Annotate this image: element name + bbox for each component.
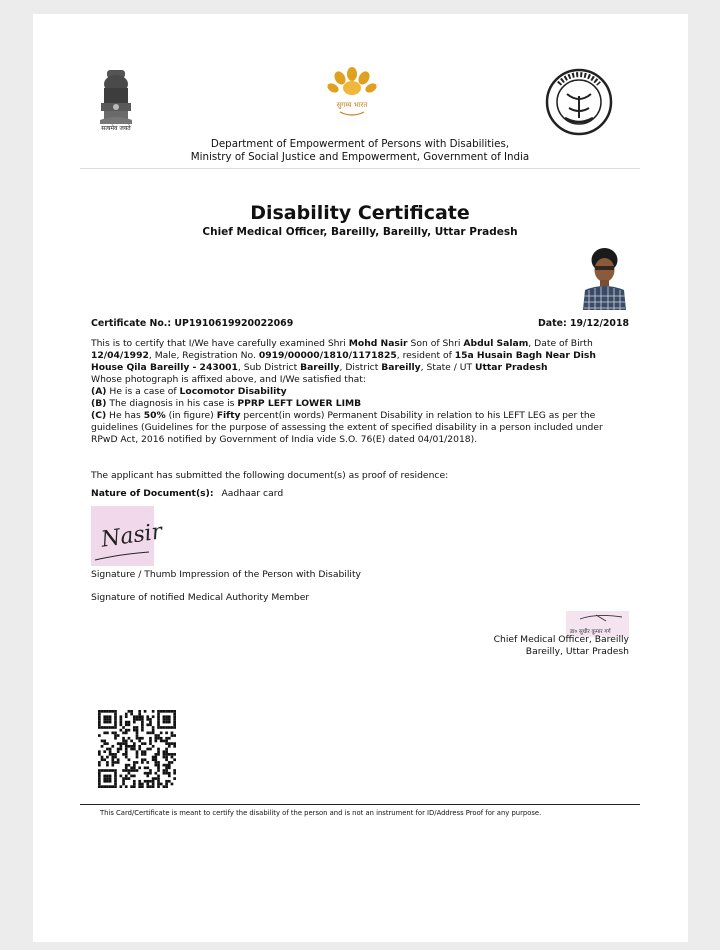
department-heading xyxy=(80,138,640,164)
certificate-number: Certificate No.: UP1910619920022069 xyxy=(91,318,294,329)
header-divider xyxy=(80,168,640,169)
proof-intro: The applicant has submitted the following document(s) as proof of residence: xyxy=(91,470,449,481)
diagnosis: PPRP LEFT LOWER LIMB xyxy=(237,398,362,409)
cmo-line-2: Bareilly, Uttar Pradesh xyxy=(525,646,629,657)
father-name: Abdul Salam xyxy=(463,338,529,349)
svg-text:Nasir: Nasir xyxy=(99,519,164,553)
address: 15a Husain Bagh Near Dish House Qila Bareilly - 243001 xyxy=(91,350,596,373)
svg-text:सुगम्य भारत: सुगम्य भारत xyxy=(336,101,368,109)
clause-b: (B) The diagnosis in his case is PPRP LEFT LOWER LIMB xyxy=(91,398,362,409)
certificate-date: Date: 19/12/2018 xyxy=(538,318,630,329)
registration-number: 0919/00000/1810/1171825 xyxy=(258,350,397,361)
proof-document xyxy=(91,488,283,499)
applicant-photo xyxy=(581,246,628,310)
accessible-india-logo xyxy=(326,66,378,122)
certificate-body xyxy=(91,338,629,446)
emblem-caption: सत्यमेव जयते xyxy=(101,125,131,132)
qr-code xyxy=(98,710,176,788)
nature-label: Nature of Document(s): xyxy=(91,488,214,499)
sub-district: Bareilly xyxy=(300,362,340,373)
clause-c: (C) He has 50% (in figure) Fifty percent(in words) Permanent Disability in relation to his LEFT LEG as per the guidelines (Guidelines for the purpose of assessing the extent of specified disability in a person included under RPwD Act, 2016 notified by Government of India vide S.O. 76(E) dated 04/01/2018). xyxy=(91,410,603,445)
cmo-line-1: Chief Medical Officer, Bareilly xyxy=(493,634,629,645)
document-type: Aadhaar card xyxy=(221,488,284,499)
clause-a: (A) He is a case of Locomotor Disability xyxy=(91,386,287,397)
cmo-designation xyxy=(420,634,629,658)
medical-member-caption: Signature of notified Medical Authority Member xyxy=(91,592,310,603)
person-signature-image xyxy=(91,506,164,566)
person-name: Mohd Nasir xyxy=(348,338,408,349)
certificate-subtitle: Chief Medical Officer, Bareilly, Bareilly, Uttar Pradesh xyxy=(202,226,518,238)
footer-divider xyxy=(80,804,640,805)
department-line-2: Ministry of Social Justice and Empowerment, Government of India xyxy=(190,151,530,163)
percent-words: Fifty xyxy=(216,410,241,421)
disability-type: Locomotor Disability xyxy=(179,386,287,397)
percent-figure: 50% xyxy=(143,410,166,421)
date-of-birth: 12/04/1992 xyxy=(91,350,149,361)
examination-paragraph: This is to certify that I/We have carefully examined Shri Mohd Nasir Son of Shri Abdul Salam, Date of Birth 12/04/1992, Male, Registration No. 0919/00000/1810/1171825, resident of 15a Husain Bagh Near Dish House Qila Bareilly - 243001, Sub District Bareilly, District Bareilly, State / UT Uttar Pradesh xyxy=(91,338,596,373)
department-line-1: Department of Empowerment of Persons with Disabilities, xyxy=(210,138,510,150)
svg-text:डा० सुधीर कुमार गर्ग: डा० सुधीर कुमार गर्ग xyxy=(570,629,611,635)
state: Uttar Pradesh xyxy=(475,362,548,373)
photograph-statement: Whose photograph is affixed above, and I/We satisfied that: xyxy=(91,374,366,385)
district: Bareilly xyxy=(381,362,421,373)
person-signature-caption: Signature / Thumb Impression of the Person with Disability xyxy=(91,569,361,580)
footer-disclaimer: This Card/Certificate is meant to certify the disability of the person and is not an instrument for ID/Address Proof for any purpose. xyxy=(100,809,542,817)
certificate-title: Disability Certificate xyxy=(250,202,470,224)
up-government-seal xyxy=(545,68,613,136)
